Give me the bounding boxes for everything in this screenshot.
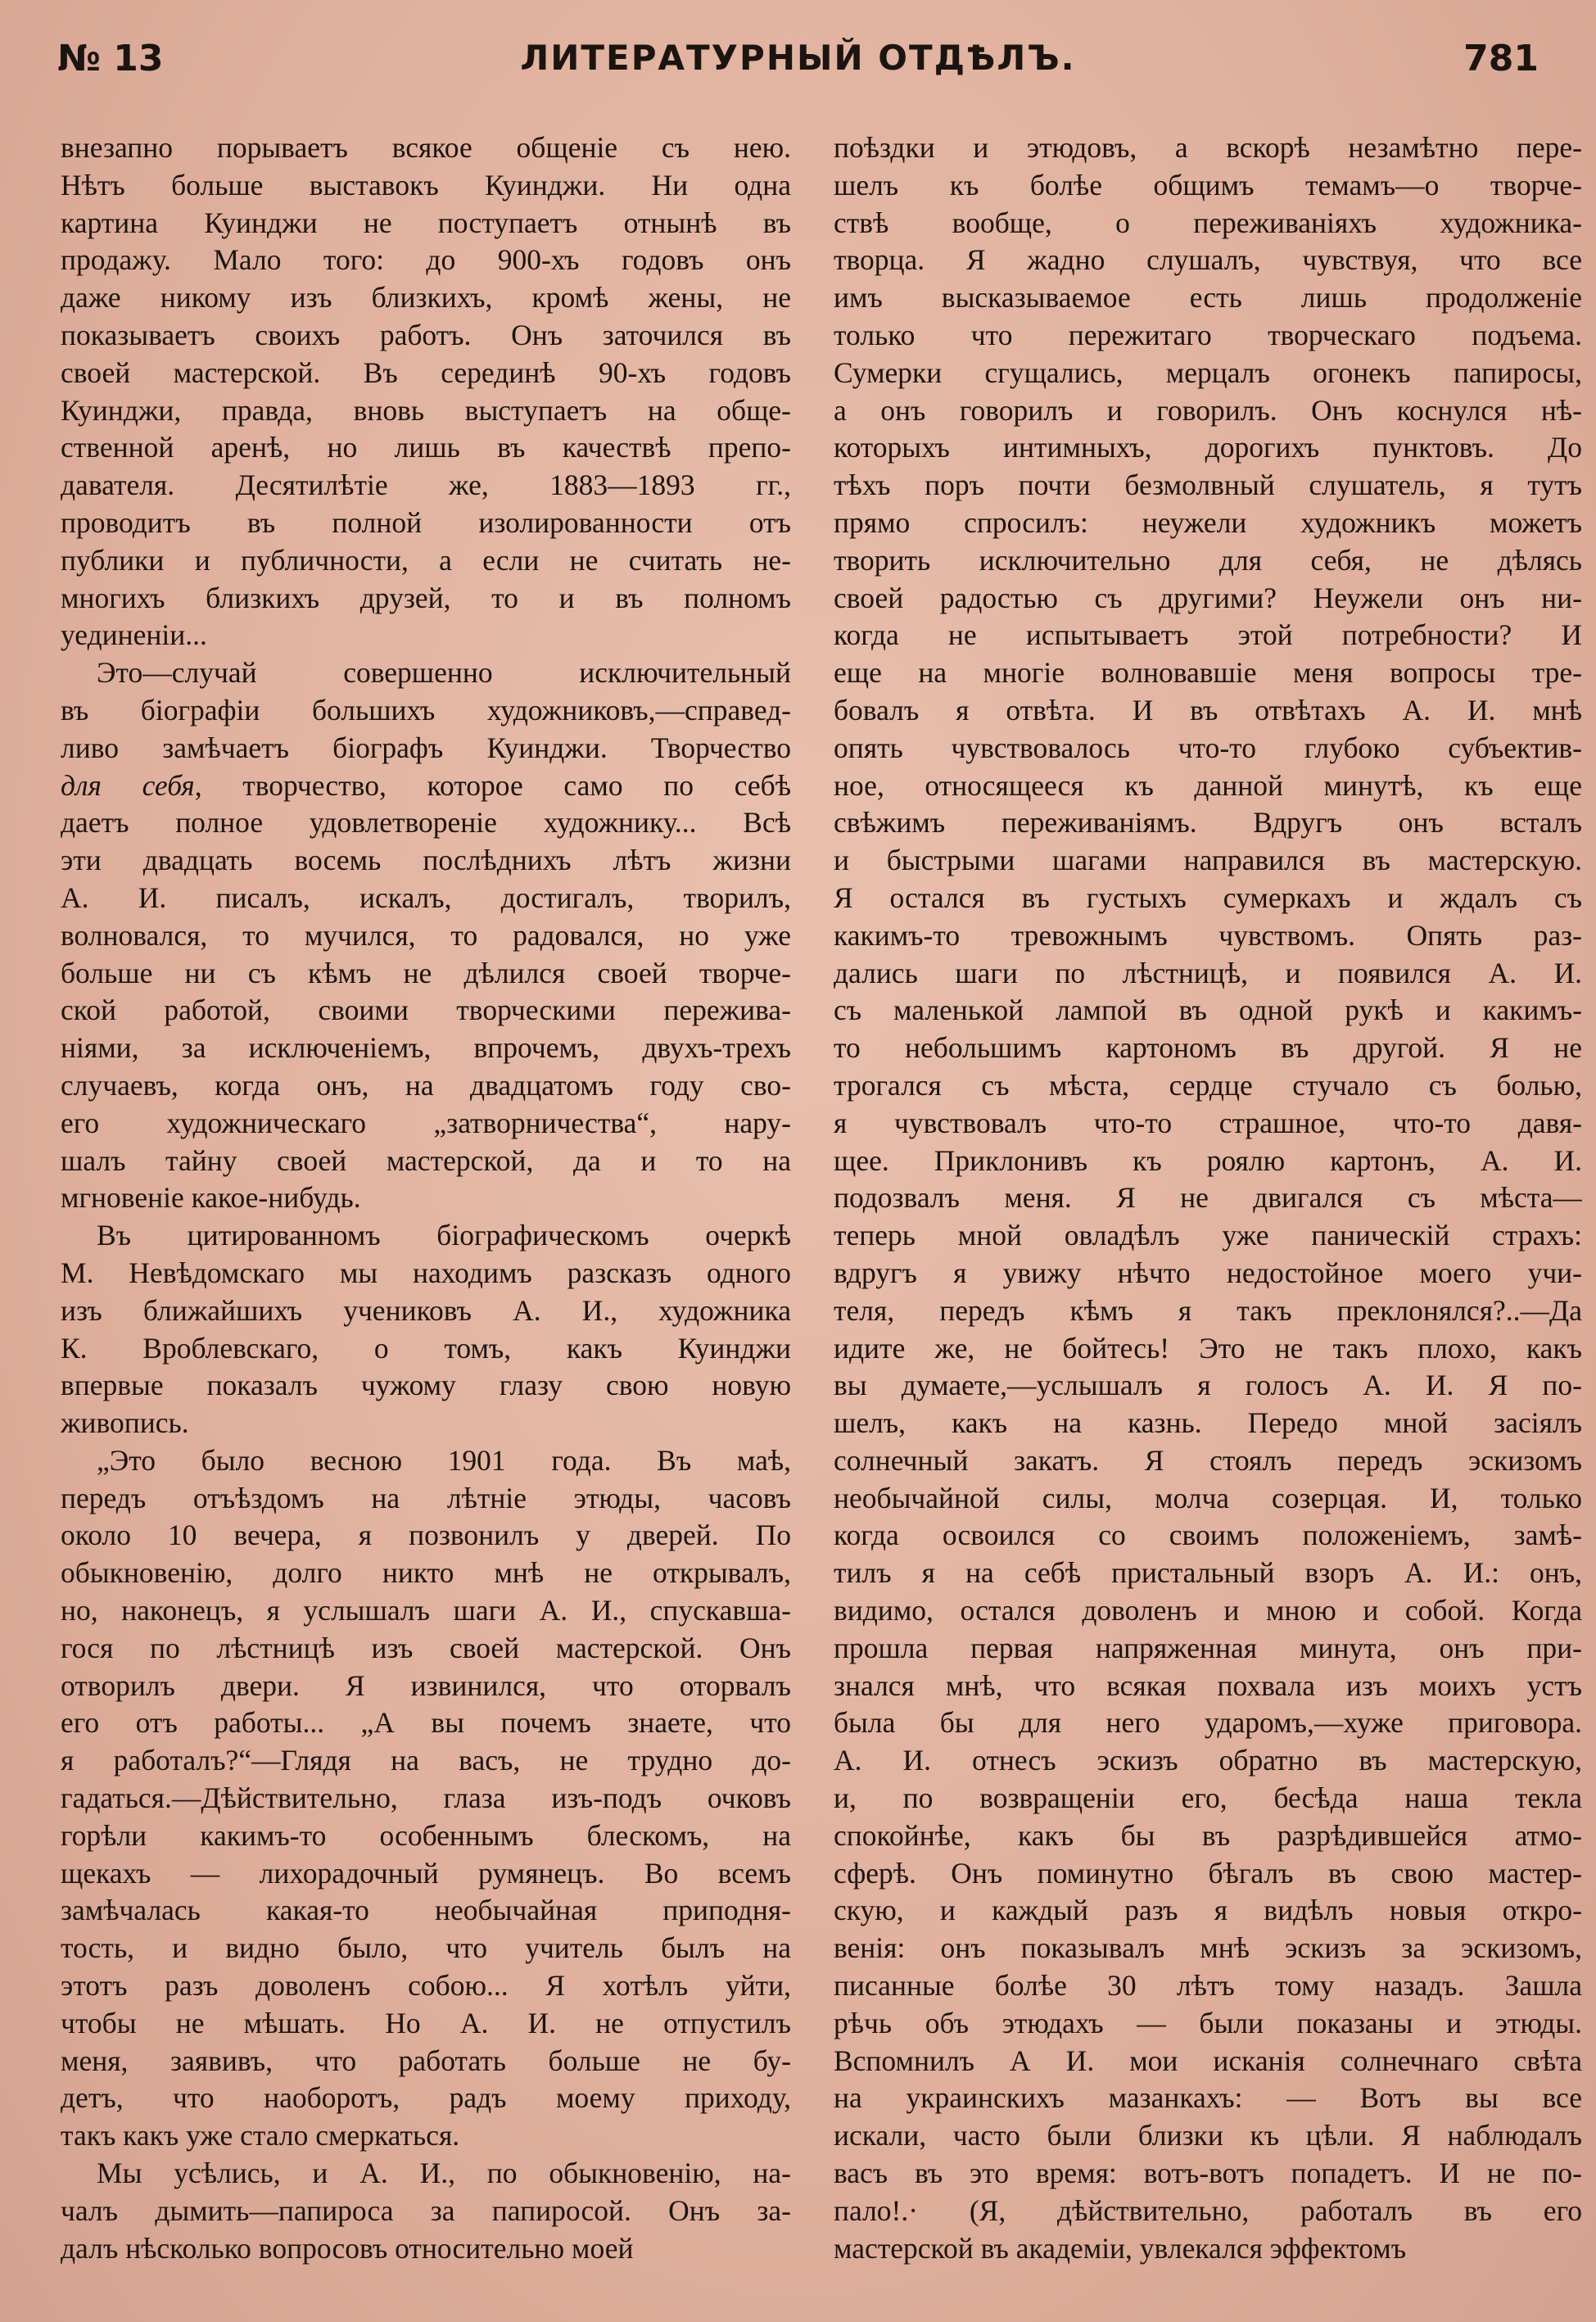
text-line: такъ какъ уже стало смеркаться. <box>61 2119 460 2152</box>
text-line: я чувствовалъ что-то страшное, что-то давя- <box>834 1106 1582 1139</box>
text-line: когда освоился со своимъ положеніемъ, замѣ- <box>834 1519 1582 1552</box>
section-title: ЛИТЕРАТУРНЫЙ ОТДѢЛЪ. <box>520 38 1076 78</box>
text-line: чалъ дымить—папироса за папиросой. Онъ за- <box>61 2193 791 2227</box>
text-line: идите же, не бойтесь! Это не такъ плохо, какъ <box>834 1331 1582 1365</box>
text-line: отворилъ двери. Я извинился, что оторвалъ <box>61 1668 791 1702</box>
text-line: Вспомнилъ А И. мои исканія солнечнаго свѣта <box>834 2044 1582 2077</box>
text-line: горѣли какимъ-то особеннымъ блескомъ, на <box>61 1818 791 1852</box>
text-line: обыкновенію, долго никто мнѣ не открывалъ, <box>61 1556 791 1590</box>
text-line: давателя. Десятилѣтіе же, 1883—1893 гг., <box>61 468 791 502</box>
text-line: щее. Приклонивъ къ роялю картонъ, А. И. <box>834 1143 1582 1177</box>
text-line: своей радостью съ другими? Неужели онъ ни- <box>834 581 1582 614</box>
text-line: около 10 вечера, я позвонилъ у дверей. По <box>61 1519 791 1552</box>
text-line: сферѣ. Онъ поминутно бѣгалъ въ свою мастер- <box>834 1856 1582 1890</box>
text-line: спокойнѣе, какъ бы въ разрѣдившейся атмо- <box>834 1818 1582 1852</box>
text-line: для себя, творчество, которое само по себѣ <box>61 768 791 802</box>
text-line: теперь мной овладѣлъ уже паническій страхъ: <box>834 1219 1582 1252</box>
text-line: К. Вроблевскаго, о томъ, какъ Куинджи <box>61 1331 791 1365</box>
text-line: была бы для него ударомъ,—хуже приговора. <box>834 1706 1582 1740</box>
text-line: гося по лѣстницѣ изъ своей мастерской. Онъ <box>61 1631 791 1664</box>
text-line: даетъ полное удовлетвореніе художнику... Всѣ <box>61 806 791 840</box>
text-line: Нѣтъ больше выставокъ Куинджи. Ни одна <box>61 168 791 201</box>
text-line: творца. Я жадно слушалъ, чувствуя, что все <box>834 243 1582 277</box>
text-line: А. И. отнесъ эскизъ обратно въ мастерскую, <box>834 1744 1582 1777</box>
text-line: передъ отъѣздомъ на лѣтніе этюды, часовъ <box>61 1481 791 1514</box>
text-line: венія: онъ показывалъ мнѣ эскизъ за эскизомъ, <box>834 1931 1582 1965</box>
right-column <box>834 129 1582 2308</box>
text-line: вдругъ я увижу нѣчто недостойное моего учи- <box>834 1256 1582 1289</box>
text-line: Я остался въ густыхъ сумеркахъ и ждалъ съ <box>834 880 1582 914</box>
text-line: только что пережитаго творческаго подъема. <box>834 318 1582 351</box>
text-line: показываетъ своихъ работъ. Онъ заточился въ <box>61 318 791 351</box>
text-line: въ біографіи большихъ художниковъ,—справед- <box>61 693 791 726</box>
text-line: творить исключительно для себя, не дѣлясь <box>834 543 1582 577</box>
text-line: изъ ближайшихъ учениковъ А. И., художника <box>61 1293 791 1327</box>
text-line: васъ въ это время: вотъ-вотъ попадетъ. И не по- <box>834 2157 1582 2190</box>
text-line: на украинскихъ мазанкахъ: — Вотъ вы все <box>834 2081 1582 2115</box>
text-line: съ маленькой лампой въ одной рукѣ и какимъ- <box>834 994 1582 1027</box>
text-line: прямо спросилъ: неужели художникъ можетъ <box>834 505 1582 539</box>
text-line: тость, и видно было, что учитель былъ на <box>61 1931 791 1965</box>
text-line: меня, заявивъ, что работать больше не бу- <box>61 2044 791 2077</box>
text-line: шелъ, какъ на казнь. Передо мной засіялъ <box>834 1406 1582 1440</box>
text-line: даже никому изъ близкихъ, кромѣ жены, не <box>61 281 791 315</box>
text-line: случаевъ, когда онъ, на двадцатомъ году сво- <box>61 1068 791 1102</box>
text-line: шелъ къ болѣе общимъ темамъ—о творче- <box>834 168 1582 201</box>
text-line: видимо, остался доволенъ и мною и собой. Когда <box>834 1594 1582 1627</box>
text-line: шалъ тайну своей мастерской, да и то на <box>61 1143 791 1177</box>
text-line: картина Куинджи не поступаетъ отнынѣ въ <box>61 206 791 239</box>
text-line: эти двадцать восемь послѣднихъ лѣтъ жизни <box>61 844 791 877</box>
text-line: ніями, за исключеніемъ, впрочемъ, двухъ-трехъ <box>61 1031 791 1065</box>
page-header <box>57 38 1539 95</box>
text-line: знался мнѣ, что всякая похвала изъ моихъ устъ <box>834 1668 1582 1702</box>
text-line: М. Невѣдомскаго мы находимъ разсказъ одного <box>61 1256 791 1289</box>
text-line: подозвалъ меня. Я не двигался съ мѣста— <box>834 1181 1582 1215</box>
text-line: и быстрыми шагами направился въ мастерскую. <box>834 844 1582 877</box>
text-line: вы думаете,—услышалъ я голосъ А. И. Я по- <box>834 1369 1582 1402</box>
text-line: далъ нѣсколько вопросовъ относительно моей <box>61 2231 634 2265</box>
text-line: писанные болѣе 30 лѣтъ тому назадъ. Зашла <box>834 1969 1582 2003</box>
text-line: впервые показалъ чужому глазу свою новую <box>61 1369 791 1402</box>
text-line: рѣчь объ этюдахъ — были показаны и этюды. <box>834 2006 1582 2039</box>
page-number: 781 <box>1463 38 1539 79</box>
text-line: тилъ я на себѣ пристальный взоръ А. И.: онъ, <box>834 1556 1582 1590</box>
text-line: я работалъ?“—Глядя на васъ, не трудно до- <box>61 1744 791 1777</box>
text-line: то небольшимъ картономъ въ другой. Я не <box>834 1031 1582 1065</box>
text-line: многихъ близкихъ друзей, то и въ полномъ <box>61 581 791 614</box>
text-line: дались шаги по лѣстницѣ, и появился А. И. <box>834 956 1582 989</box>
text-line: прошла первая напряженная минута, онъ при- <box>834 1631 1582 1664</box>
text-line: еще на многіе волновавшіе меня вопросы тре- <box>834 656 1582 690</box>
text-line: когда не испытываетъ этой потребности? И <box>834 618 1582 652</box>
text-line: больше ни съ кѣмъ не дѣлился своей творче- <box>61 956 791 989</box>
text-line: ное, относящееся къ данной минутѣ, къ еще <box>834 768 1582 802</box>
text-line: „Это было весною 1901 года. Въ маѣ, <box>97 1443 791 1477</box>
text-line: публики и публичности, а если не считать не- <box>61 543 791 577</box>
text-line: живопись. <box>61 1406 189 1440</box>
text-line: свѣжимъ переживаніямъ. Вдругъ онъ всталъ <box>834 806 1582 840</box>
text-line: Это—случай совершенно исключительный <box>97 656 791 690</box>
text-line: замѣчалась какая-то необычайная приподня- <box>61 1894 791 1927</box>
text-line: ской работой, своими творческими пережива- <box>61 994 791 1027</box>
text-line: Мы усѣлись, и А. И., по обыкновенію, на- <box>97 2157 791 2190</box>
left-column <box>61 129 791 2308</box>
text-line: бовалъ я отвѣта. И въ отвѣтахъ А. И. мнѣ <box>834 693 1582 726</box>
text-line: ственной аренѣ, но лишь въ качествѣ препо- <box>61 431 791 464</box>
text-line: Въ цитированномъ біографическомъ очеркѣ <box>97 1219 791 1252</box>
text-line: имъ высказываемое есть лишь продолженіе <box>834 281 1582 315</box>
text-line: детъ, что наоборотъ, радъ моему приходу, <box>61 2081 791 2115</box>
text-line: ливо замѣчаетъ біографъ Куинджи. Творчество <box>61 731 791 764</box>
text-line: но, наконецъ, я услышалъ шаги А. И., спускавша- <box>61 1594 791 1627</box>
italic-emphasis: для себя <box>61 768 195 802</box>
text-line: волновался, то мучился, то радовался, но уже <box>61 918 791 952</box>
text-line: пало!.· (Я, дѣйствительно, работалъ въ его <box>834 2193 1582 2227</box>
text-line: Куинджи, правда, вновь выступаетъ на обще- <box>61 393 791 427</box>
text-line: опять чувствовалось что-то глубоко субъектив- <box>834 731 1582 764</box>
text-line: этотъ разъ доволенъ собою... Я хотѣлъ уйти, <box>61 1969 791 2003</box>
text-line: ствѣ вообще, о переживаніяхъ художника- <box>834 206 1582 239</box>
text-line: которыхъ интимныхъ, дорогихъ пунктовъ. До <box>834 431 1582 464</box>
text-line: искали, часто были близки къ цѣли. Я наблюдалъ <box>834 2119 1582 2152</box>
text-line: мгновеніе какое-нибудь. <box>61 1181 361 1215</box>
text-line: поѣздки и этюдовъ, а вскорѣ незамѣтно пере- <box>834 131 1582 164</box>
text-line: Сумерки сгущались, мерцалъ огонекъ папиросы, <box>834 355 1582 389</box>
text-line: и, по возвращеніи его, бесѣда наша текла <box>834 1781 1582 1815</box>
text-line: гадаться.—Дѣйствительно, глаза изъ-подъ очковъ <box>61 1781 791 1815</box>
text-line: тѣхъ поръ почти безмолвный слушатель, я тутъ <box>834 468 1582 502</box>
text-line: какимъ-то тревожнымъ чувствомъ. Опять раз- <box>834 918 1582 952</box>
text-line: внезапно порываетъ всякое общеніе съ нею. <box>61 131 791 164</box>
text-line: скую, и каждый разъ я видѣлъ новыя откро- <box>834 1894 1582 1927</box>
text-line: мастерской въ академіи, увлекался эффектомъ <box>834 2231 1407 2265</box>
text-line: продажу. Мало того: до 900-хъ годовъ онъ <box>61 243 791 277</box>
text-line: проводитъ въ полной изолированности отъ <box>61 505 791 539</box>
text-line: А. И. писалъ, искалъ, достигалъ, творилъ, <box>61 880 791 914</box>
text-line: уединеніи... <box>61 618 207 652</box>
text-line: чтобы не мѣшать. Но А. И. не отпустилъ <box>61 2006 791 2039</box>
text-line: трогался съ мѣста, сердце стучало съ болью, <box>834 1068 1582 1102</box>
text-line: необычайной силы, молча созерцая. И, только <box>834 1481 1582 1514</box>
text-line: теля, передъ кѣмъ я такъ преклонялся?..—Да <box>834 1293 1582 1327</box>
text-line: щекахъ — лихорадочный румянецъ. Во всемъ <box>61 1856 791 1890</box>
text-line: его отъ работы... „А вы почемъ знаете, что <box>61 1706 791 1740</box>
text-line: а онъ говорилъ и говорилъ. Онъ коснулся нѣ- <box>834 393 1582 427</box>
issue-number: № 13 <box>57 38 164 79</box>
text-line: его художническаго „затворничества“, нару- <box>61 1106 791 1139</box>
text-line: своей мастерской. Въ серединѣ 90-хъ годовъ <box>61 355 791 389</box>
text-line: солнечный закатъ. Я стоялъ передъ эскизомъ <box>834 1443 1582 1477</box>
